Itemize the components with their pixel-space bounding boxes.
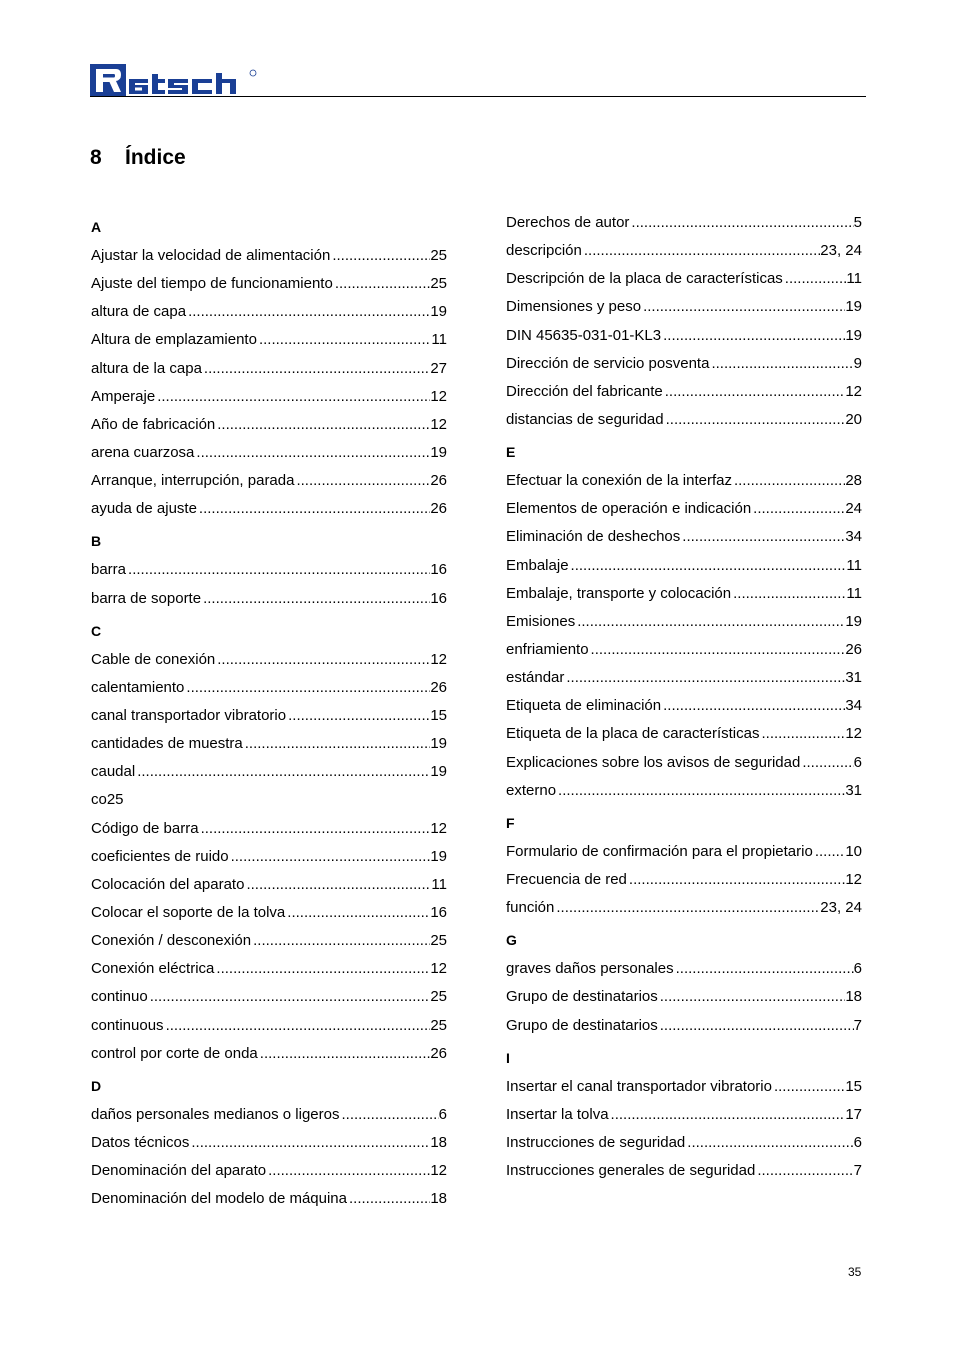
index-entry [506,636,862,664]
dot-leader [243,730,431,758]
index-entry [91,927,447,955]
index-entry [91,556,447,584]
dot-leader [215,646,430,674]
index-entry [91,899,447,927]
dot-leader [244,871,431,899]
index-page-ref: 18 [845,988,862,1006]
dot-leader [214,955,430,983]
index-term: Embalaje, transporte y colocación [506,584,732,602]
index-term: Denominación del aparato [91,1162,267,1180]
index-entry [91,1012,447,1040]
index-term: Dirección del fabricante [506,382,663,400]
index-page-ref: 19 [845,326,862,344]
dot-leader [575,608,845,636]
index-term: Altura de emplazamiento [91,331,257,349]
dot-leader [629,209,853,237]
chapter-title: Índice [125,146,186,169]
dot-leader [641,293,845,321]
index-page-ref: 34 [845,528,862,546]
index-term: Conexión eléctrica [91,960,215,978]
index-page-ref: 12 [430,960,447,978]
index-page-ref: 12 [430,415,447,433]
index-page-ref: 23, 24 [820,242,862,260]
page-number: 35 [848,1265,862,1279]
index-entry [91,1040,447,1068]
index-term: Formulario de confirmación para el propietario [506,842,813,860]
index-entry [91,815,447,843]
index-page-ref: 26 [430,678,447,696]
dot-leader [759,720,845,748]
index-entry [506,692,862,720]
dot-leader [126,556,430,584]
index-term: descripción [506,242,582,260]
index-page-ref: 17 [845,1105,862,1123]
index-letter: G [506,932,517,949]
index-entry [91,955,447,983]
dot-leader [286,702,430,730]
index-column-left [91,209,447,1213]
index-term: Etiqueta de la placa de características [506,725,760,743]
dot-leader [202,355,430,383]
index-term: externo [506,781,557,799]
index-entry [506,838,862,866]
dot-leader [589,636,846,664]
index-term: Embalaje [506,556,569,574]
index-entry [91,1185,447,1213]
index-term: Instrucciones generales de seguridad [506,1162,756,1180]
index-letter: B [91,533,102,550]
dot-leader [564,664,845,692]
index-page-ref: 7 [853,1162,862,1180]
index-entry [506,552,862,580]
index-section [506,434,862,805]
index-entry [506,749,862,777]
index-term: barra de soporte [91,589,202,607]
index-term: Elementos de operación e indicación [506,500,752,518]
index-letter: I [506,1049,510,1066]
index-entry [506,322,862,350]
index-section [91,1068,447,1214]
dot-leader [751,495,845,523]
index-term: continuo [91,988,148,1006]
index-term: Etiqueta de eliminación [506,697,662,715]
index-page-ref: 5 [853,214,862,231]
index-page-ref: 10 [845,842,862,860]
index-term: Ajustar la velocidad de alimentación [91,247,331,264]
index-entry [506,378,862,406]
dot-leader [164,1012,431,1040]
index-page-ref: 11 [846,584,862,602]
dot-leader [194,439,430,467]
index-term: Cable de conexión [91,650,216,668]
dot-leader [783,265,847,293]
index-term: Grupo de destinatarios [506,988,658,1006]
index-page-ref: 12 [845,870,862,888]
dot-leader [266,1157,430,1185]
index-term: graves daños personales [506,960,674,978]
index-page-ref: 26 [430,472,447,490]
dot-leader [661,692,845,720]
index-term: canal transportador vibratorio [91,706,287,724]
dot-leader [582,237,820,265]
index-term: función [506,899,555,917]
index-term: continuous [91,1016,164,1034]
index-entry [91,585,447,613]
index-page-ref: 18 [430,1133,447,1151]
index-entry [506,580,862,608]
index-entry [506,777,862,805]
index-entry [91,1129,447,1157]
index-page-ref: 19 [430,303,447,321]
index-entry [506,406,862,434]
index-term: Derechos de autor [506,214,630,231]
dot-leader [189,1129,430,1157]
index-term: daños personales medianos o ligeros [91,1105,340,1123]
index-term: Descripción de la placa de características [506,270,783,288]
index-page-ref: 28 [845,472,862,490]
index-page-ref: 19 [845,612,862,630]
index-term: coeficientes de ruido [91,847,229,865]
dot-leader [609,1101,846,1129]
dot-leader [685,1129,853,1157]
index-page-ref: 6 [853,1133,862,1151]
index-term: control por corte de onda [91,1044,258,1062]
retsch-logo [90,63,260,97]
index-entry [91,439,447,467]
index-entry [91,355,447,383]
index-section [506,922,862,1039]
header-rule [90,96,866,97]
dot-leader [709,350,853,378]
index-entry [91,1157,447,1185]
dot-leader [658,1012,854,1040]
index-entry [506,955,862,983]
index-entry [506,209,862,237]
index-page-ref: 19 [430,763,447,781]
index-entry [91,730,447,758]
dot-leader [135,758,430,786]
index-term: Insertar la tolva [506,1105,609,1123]
index-entry [91,702,447,730]
index-term: Instrucciones de seguridad [506,1133,686,1151]
index-page-ref: 25 [430,247,447,264]
index-entry [91,326,447,354]
dot-leader [333,270,430,298]
index-term: Código de barra [91,819,199,837]
index-page-ref: 12 [430,819,447,837]
index-entry [506,720,862,748]
dot-leader [201,585,430,613]
dot-leader [658,983,846,1011]
index-term: caudal [91,763,136,781]
index-entry [506,1129,862,1157]
dot-leader [663,378,846,406]
retsch-logo-mark [90,63,260,97]
index-letter: D [91,1077,102,1094]
index-page-ref: 20 [845,410,862,428]
dot-leader [674,955,854,983]
dot-leader [229,843,431,871]
index-entry [506,1157,862,1185]
dot-leader [258,1040,431,1068]
index-entry [91,871,447,899]
index-term: Efectuar la conexión de la interfaz [506,472,732,490]
dot-leader [731,580,846,608]
index-page-ref: 25 [430,932,447,950]
index-term: Eliminación de deshechos [506,528,681,546]
index-entry [506,1101,862,1129]
index-letter: E [506,444,516,461]
index-letter: C [91,622,102,639]
dot-leader [197,495,430,523]
dot-leader [347,1185,430,1213]
index-entry [91,758,447,786]
index-term: Conexión / desconexión [91,932,252,950]
index-page-ref: 7 [853,1016,862,1034]
index-entry [91,467,447,495]
index-entry [506,265,862,293]
index-term: Dimensiones y peso [506,298,642,316]
index-entry [91,674,447,702]
index-entry [506,293,862,321]
index-term: Emisiones [506,612,576,630]
index-entry [91,1101,447,1129]
dot-leader [627,866,845,894]
index-term: Denominación del modelo de máquina [91,1190,347,1208]
index-page-ref: 27 [430,359,447,377]
index-term: Colocación del aparato [91,875,245,893]
dot-leader [569,552,847,580]
index-page-ref: 11 [846,270,862,288]
index-term: Amperaje [91,387,156,405]
index-page-ref: 23, 24 [820,899,862,917]
index-page-ref: 25 [430,988,447,1006]
index-entry [506,495,862,523]
index-section [91,209,447,523]
index-term: calentamiento [91,678,185,696]
index-page-ref: 12 [845,725,862,743]
index-page-ref: 19 [430,735,447,753]
index-term: co25 [91,791,124,809]
index-entry [91,298,447,326]
dot-leader [554,894,820,922]
index-page-ref: 16 [430,589,447,607]
dot-leader [294,467,430,495]
dot-leader [813,838,846,866]
index-page-ref: 24 [845,500,862,518]
index-page-ref: 19 [845,298,862,316]
index-entry [91,411,447,439]
index-term: enfriamiento [506,640,589,658]
index-entry [91,983,447,1011]
index-page-ref: 19 [430,443,447,461]
dot-leader [755,1157,853,1185]
index-term: Ajuste del tiempo de funcionamiento [91,275,333,293]
dot-leader [772,1073,845,1101]
index-page-ref: 31 [845,781,862,799]
index-page-ref: 25 [430,275,447,293]
index-term: Explicaciones sobre los avisos de seguridad [506,753,801,771]
index-page-ref: 11 [431,331,447,349]
dot-leader [556,777,845,805]
index-entry [506,237,862,265]
index-page-ref: 16 [430,903,447,921]
index-page-ref: 6 [853,753,862,771]
dot-leader [340,1101,439,1129]
index-term: DIN 45635-031-01-KL3 [506,326,662,344]
index-term: Datos técnicos [91,1133,190,1151]
index-entry [91,646,447,674]
index-section [91,523,447,612]
index-entry [506,1073,862,1101]
index-term: altura de la capa [91,359,202,377]
index-letter: F [506,814,515,831]
index-letter: A [91,219,102,235]
dot-leader [184,674,430,702]
index-page-ref: 11 [846,556,862,574]
index-page-ref: 9 [853,354,862,372]
index-entry [506,664,862,692]
index-page-ref: 12 [430,387,447,405]
index-page-ref: 6 [438,1105,447,1123]
index-term: arena cuarzosa [91,443,195,461]
index-page-ref: 11 [431,875,447,893]
index-term: Arranque, interrupción, parada [91,472,295,490]
index-page-ref: 25 [430,1016,447,1034]
index-term: altura de capa [91,303,187,321]
dot-leader [155,383,430,411]
index-term: Año de fabricación [91,415,216,433]
dot-leader [285,899,430,927]
index-entry [506,894,862,922]
index-page-ref: 12 [430,1162,447,1180]
index-page-ref: 15 [430,706,447,724]
index-section [506,1040,862,1186]
dot-leader [680,523,845,551]
dot-leader [251,927,430,955]
index-term: estándar [506,669,565,687]
index-page-ref: 18 [430,1190,447,1208]
index-term: ayuda de ajuste [91,500,197,518]
index-page-ref: 16 [430,561,447,579]
dot-leader [664,406,846,434]
index-page-ref: 26 [430,500,447,518]
index-entry [506,1012,862,1040]
index-page-ref: 12 [430,650,447,668]
index-page-ref: 6 [853,960,862,978]
index-page-ref: 26 [845,640,862,658]
index-entry [91,786,447,814]
index-entry [506,866,862,894]
index-entry [91,270,447,298]
index-section [506,209,862,434]
dot-leader [148,983,431,1011]
index-section [91,613,447,1068]
index-term: cantidades de muestra [91,735,243,753]
index-entry [91,495,447,523]
index-section [506,805,862,922]
index-entry [506,467,862,495]
dot-leader [186,298,430,326]
index-entry [91,843,447,871]
dot-leader [215,411,430,439]
dot-leader [330,242,430,270]
index-term: Dirección de servicio posventa [506,354,710,372]
index-entry [506,983,862,1011]
index-page-ref: 26 [430,1044,447,1062]
dot-leader [661,322,845,350]
index-page-ref: 15 [845,1077,862,1095]
index-term: barra [91,561,127,579]
page-title [90,146,186,170]
index-term: Colocar el soporte de la tolva [91,903,286,921]
dot-leader [732,467,845,495]
index-entry [91,242,447,270]
chapter-number: 8 [90,146,102,169]
index-page-ref: 19 [430,847,447,865]
index-term: Frecuencia de red [506,870,627,888]
index-page-ref: 34 [845,697,862,715]
dot-leader [199,815,431,843]
index-term: Grupo de destinatarios [506,1016,658,1034]
index-column-right [506,209,862,1185]
index-term: distancias de seguridad [506,410,664,428]
index-entry [506,608,862,636]
index-entry [506,350,862,378]
index-term: Insertar el canal transportador vibratorio [506,1077,772,1095]
index-page-ref: 31 [845,669,862,687]
index-entry [91,383,447,411]
dot-leader [257,326,431,354]
index-page-ref: 12 [845,382,862,400]
dot-leader [800,749,853,777]
index-entry [506,523,862,551]
